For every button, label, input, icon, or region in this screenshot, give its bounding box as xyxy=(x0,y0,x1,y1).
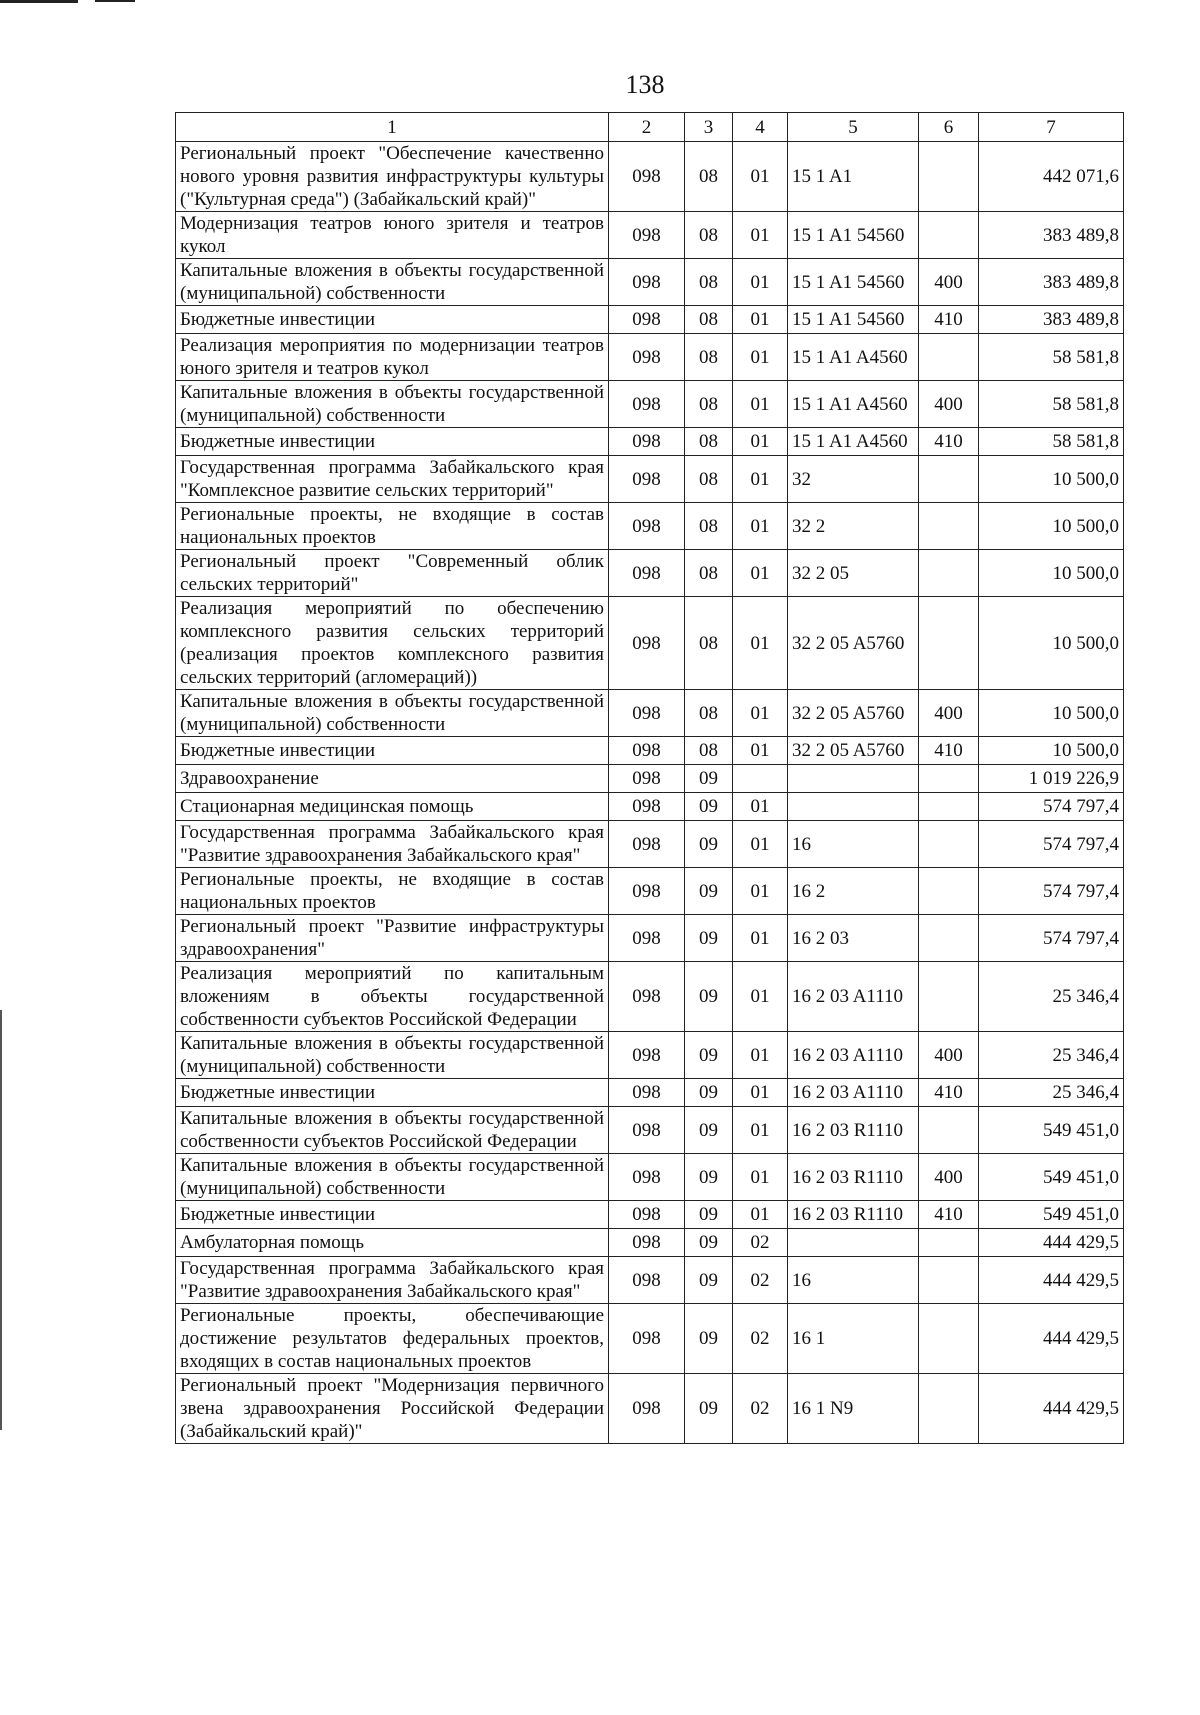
cell-amount: 444 429,5 xyxy=(979,1257,1124,1304)
cell-expense-type xyxy=(919,597,979,690)
cell-amount: 549 451,0 xyxy=(979,1201,1124,1229)
cell-expense-type xyxy=(919,821,979,868)
cell-amount: 574 797,4 xyxy=(979,868,1124,915)
cell-expense-type xyxy=(919,1374,979,1444)
cell-amount: 10 500,0 xyxy=(979,550,1124,597)
table-body xyxy=(176,142,1124,1444)
cell-target-item: 16 1 xyxy=(788,1304,919,1374)
cell-target-item: 15 1 A1 xyxy=(788,142,919,212)
cell-section-code: 09 xyxy=(685,1374,733,1444)
budget-table xyxy=(175,112,1124,1444)
cell-section-code: 08 xyxy=(685,456,733,503)
cell-subsection-code: 01 xyxy=(733,690,788,737)
cell-amount: 10 500,0 xyxy=(979,597,1124,690)
table-row xyxy=(176,1304,1124,1374)
cell-section-code: 08 xyxy=(685,212,733,259)
table-header xyxy=(176,113,1124,142)
cell-ministry-code: 098 xyxy=(609,1107,685,1154)
table-row xyxy=(176,1032,1124,1079)
cell-section-code: 08 xyxy=(685,334,733,381)
cell-expense-type: 400 xyxy=(919,690,979,737)
cell-section-code: 08 xyxy=(685,690,733,737)
header-col-6: 6 xyxy=(919,113,979,142)
table-row xyxy=(176,793,1124,821)
cell-target-item: 16 2 xyxy=(788,868,919,915)
cell-expense-type: 410 xyxy=(919,428,979,456)
cell-description: Региональные проекты, не входящие в состав национальных проектов xyxy=(176,503,609,550)
cell-ministry-code: 098 xyxy=(609,142,685,212)
cell-ministry-code: 098 xyxy=(609,456,685,503)
cell-description: Государственная программа Забайкальского края "Развитие здравоохранения Забайкальского края" xyxy=(176,1257,609,1304)
cell-amount: 444 429,5 xyxy=(979,1374,1124,1444)
table-row xyxy=(176,1201,1124,1229)
cell-subsection-code: 01 xyxy=(733,456,788,503)
cell-amount: 58 581,8 xyxy=(979,381,1124,428)
cell-description: Бюджетные инвестиции xyxy=(176,737,609,765)
cell-target-item: 16 2 03 A1110 xyxy=(788,1079,919,1107)
cell-amount: 444 429,5 xyxy=(979,1304,1124,1374)
cell-target-item: 16 2 03 R1110 xyxy=(788,1154,919,1201)
cell-expense-type: 410 xyxy=(919,306,979,334)
cell-description: Бюджетные инвестиции xyxy=(176,428,609,456)
cell-section-code: 08 xyxy=(685,259,733,306)
header-col-3: 3 xyxy=(685,113,733,142)
cell-expense-type xyxy=(919,212,979,259)
cell-description: Модернизация театров юного зрителя и театров кукол xyxy=(176,212,609,259)
cell-description: Капитальные вложения в объекты государственной (муниципальной) собственности xyxy=(176,690,609,737)
cell-ministry-code: 098 xyxy=(609,793,685,821)
cell-expense-type xyxy=(919,334,979,381)
cell-expense-type xyxy=(919,765,979,793)
cell-subsection-code: 01 xyxy=(733,334,788,381)
cell-ministry-code: 098 xyxy=(609,1304,685,1374)
cell-ministry-code: 098 xyxy=(609,690,685,737)
cell-expense-type: 410 xyxy=(919,1201,979,1229)
cell-subsection-code: 02 xyxy=(733,1304,788,1374)
cell-subsection-code: 01 xyxy=(733,1107,788,1154)
cell-subsection-code: 01 xyxy=(733,915,788,962)
scan-mark-top xyxy=(0,0,78,3)
cell-amount: 574 797,4 xyxy=(979,821,1124,868)
cell-subsection-code: 01 xyxy=(733,868,788,915)
cell-section-code: 09 xyxy=(685,1257,733,1304)
cell-expense-type: 410 xyxy=(919,737,979,765)
cell-expense-type: 400 xyxy=(919,259,979,306)
cell-ministry-code: 098 xyxy=(609,597,685,690)
cell-description: Региональный проект "Развитие инфраструктуры здравоохранения" xyxy=(176,915,609,962)
cell-amount: 58 581,8 xyxy=(979,334,1124,381)
table-row xyxy=(176,259,1124,306)
cell-target-item: 32 2 05 xyxy=(788,550,919,597)
cell-description: Реализация мероприятий по капитальным вложениям в объекты государственной собственности субъектов Российской Федерации xyxy=(176,962,609,1032)
cell-description: Государственная программа Забайкальского края "Развитие здравоохранения Забайкальского края" xyxy=(176,821,609,868)
cell-description: Бюджетные инвестиции xyxy=(176,1079,609,1107)
cell-description: Региональный проект "Модернизация первичного звена здравоохранения Российской Федерации (Забайкальский край)" xyxy=(176,1374,609,1444)
cell-expense-type xyxy=(919,1229,979,1257)
cell-amount: 10 500,0 xyxy=(979,737,1124,765)
cell-target-item: 16 2 03 A1110 xyxy=(788,962,919,1032)
table-row xyxy=(176,1079,1124,1107)
cell-ministry-code: 098 xyxy=(609,428,685,456)
cell-subsection-code: 02 xyxy=(733,1229,788,1257)
cell-section-code: 08 xyxy=(685,306,733,334)
table-row xyxy=(176,142,1124,212)
cell-target-item: 15 1 A1 A4560 xyxy=(788,428,919,456)
cell-subsection-code: 01 xyxy=(733,550,788,597)
header-col-7: 7 xyxy=(979,113,1124,142)
table-row xyxy=(176,690,1124,737)
cell-expense-type xyxy=(919,142,979,212)
cell-description: Региональные проекты, не входящие в состав национальных проектов xyxy=(176,868,609,915)
cell-target-item: 16 xyxy=(788,821,919,868)
cell-expense-type xyxy=(919,456,979,503)
cell-section-code: 09 xyxy=(685,962,733,1032)
cell-section-code: 09 xyxy=(685,765,733,793)
cell-amount: 25 346,4 xyxy=(979,962,1124,1032)
cell-section-code: 09 xyxy=(685,868,733,915)
cell-subsection-code: 01 xyxy=(733,306,788,334)
cell-ministry-code: 098 xyxy=(609,962,685,1032)
cell-ministry-code: 098 xyxy=(609,1079,685,1107)
cell-subsection-code: 02 xyxy=(733,1257,788,1304)
cell-subsection-code: 01 xyxy=(733,212,788,259)
cell-amount: 549 451,0 xyxy=(979,1107,1124,1154)
cell-ministry-code: 098 xyxy=(609,1201,685,1229)
cell-ministry-code: 098 xyxy=(609,503,685,550)
cell-amount: 10 500,0 xyxy=(979,690,1124,737)
cell-description: Бюджетные инвестиции xyxy=(176,1201,609,1229)
cell-description: Реализация мероприятий по обеспечению комплексного развития сельских территорий (реализация проектов комплексного развития сельских территорий (агломераций)) xyxy=(176,597,609,690)
cell-ministry-code: 098 xyxy=(609,334,685,381)
table-row xyxy=(176,428,1124,456)
cell-description: Капитальные вложения в объекты государственной (муниципальной) собственности xyxy=(176,381,609,428)
table-row xyxy=(176,737,1124,765)
cell-subsection-code: 01 xyxy=(733,1154,788,1201)
cell-ministry-code: 098 xyxy=(609,1374,685,1444)
table-row xyxy=(176,1154,1124,1201)
table-row xyxy=(176,503,1124,550)
cell-target-item: 16 2 03 R1110 xyxy=(788,1107,919,1154)
cell-expense-type: 400 xyxy=(919,1032,979,1079)
cell-description: Капитальные вложения в объекты государственной (муниципальной) собственности xyxy=(176,1032,609,1079)
cell-section-code: 08 xyxy=(685,737,733,765)
cell-amount: 574 797,4 xyxy=(979,793,1124,821)
cell-amount: 1 019 226,9 xyxy=(979,765,1124,793)
cell-ministry-code: 098 xyxy=(609,1229,685,1257)
cell-target-item xyxy=(788,793,919,821)
table-row xyxy=(176,962,1124,1032)
cell-subsection-code: 01 xyxy=(733,142,788,212)
cell-section-code: 09 xyxy=(685,1154,733,1201)
cell-section-code: 09 xyxy=(685,793,733,821)
cell-ministry-code: 098 xyxy=(609,765,685,793)
cell-target-item: 16 2 03 A1110 xyxy=(788,1032,919,1079)
cell-subsection-code: 01 xyxy=(733,962,788,1032)
cell-subsection-code: 01 xyxy=(733,821,788,868)
cell-target-item xyxy=(788,765,919,793)
table-row xyxy=(176,821,1124,868)
cell-expense-type: 410 xyxy=(919,1079,979,1107)
cell-ministry-code: 098 xyxy=(609,868,685,915)
cell-description: Амбулаторная помощь xyxy=(176,1229,609,1257)
cell-section-code: 09 xyxy=(685,1304,733,1374)
table-row xyxy=(176,212,1124,259)
cell-target-item: 15 1 A1 54560 xyxy=(788,212,919,259)
cell-amount: 10 500,0 xyxy=(979,456,1124,503)
cell-section-code: 08 xyxy=(685,381,733,428)
table-row xyxy=(176,334,1124,381)
cell-target-item: 16 2 03 xyxy=(788,915,919,962)
header-col-5: 5 xyxy=(788,113,919,142)
cell-subsection-code: 01 xyxy=(733,1079,788,1107)
cell-amount: 10 500,0 xyxy=(979,503,1124,550)
cell-description: Региональный проект "Современный облик сельских территорий" xyxy=(176,550,609,597)
cell-expense-type: 400 xyxy=(919,381,979,428)
cell-target-item: 15 1 A1 A4560 xyxy=(788,334,919,381)
cell-target-item: 32 2 05 A5760 xyxy=(788,597,919,690)
cell-ministry-code: 098 xyxy=(609,821,685,868)
cell-subsection-code: 01 xyxy=(733,1201,788,1229)
cell-amount: 383 489,8 xyxy=(979,259,1124,306)
cell-amount: 549 451,0 xyxy=(979,1154,1124,1201)
cell-subsection-code: 01 xyxy=(733,503,788,550)
cell-target-item xyxy=(788,1229,919,1257)
cell-subsection-code: 01 xyxy=(733,428,788,456)
table-row xyxy=(176,1374,1124,1444)
table-row xyxy=(176,1257,1124,1304)
cell-ministry-code: 098 xyxy=(609,381,685,428)
cell-section-code: 09 xyxy=(685,1201,733,1229)
cell-subsection-code: 01 xyxy=(733,259,788,306)
cell-target-item: 15 1 A1 A4560 xyxy=(788,381,919,428)
cell-ministry-code: 098 xyxy=(609,1257,685,1304)
cell-ministry-code: 098 xyxy=(609,550,685,597)
cell-subsection-code: 01 xyxy=(733,381,788,428)
cell-subsection-code xyxy=(733,765,788,793)
table-row xyxy=(176,915,1124,962)
cell-amount: 25 346,4 xyxy=(979,1079,1124,1107)
cell-ministry-code: 098 xyxy=(609,212,685,259)
cell-section-code: 08 xyxy=(685,142,733,212)
cell-expense-type xyxy=(919,1107,979,1154)
cell-target-item: 32 2 05 A5760 xyxy=(788,737,919,765)
cell-subsection-code: 01 xyxy=(733,597,788,690)
table-row xyxy=(176,381,1124,428)
cell-expense-type xyxy=(919,915,979,962)
cell-amount: 444 429,5 xyxy=(979,1229,1124,1257)
table-row xyxy=(176,1229,1124,1257)
cell-expense-type xyxy=(919,1304,979,1374)
table-row xyxy=(176,765,1124,793)
cell-description: Капитальные вложения в объекты государственной (муниципальной) собственности xyxy=(176,1154,609,1201)
cell-expense-type xyxy=(919,1257,979,1304)
cell-expense-type: 400 xyxy=(919,1154,979,1201)
scan-mark-top-2 xyxy=(95,0,135,2)
page-number: 138 xyxy=(625,70,665,99)
cell-section-code: 09 xyxy=(685,1032,733,1079)
table-row xyxy=(176,868,1124,915)
cell-ministry-code: 098 xyxy=(609,259,685,306)
cell-target-item: 32 xyxy=(788,456,919,503)
cell-target-item: 15 1 A1 54560 xyxy=(788,306,919,334)
cell-description: Капитальные вложения в объекты государственной (муниципальной) собственности xyxy=(176,259,609,306)
cell-expense-type xyxy=(919,962,979,1032)
cell-expense-type xyxy=(919,503,979,550)
cell-amount: 574 797,4 xyxy=(979,915,1124,962)
cell-subsection-code: 01 xyxy=(733,793,788,821)
cell-description: Государственная программа Забайкальского края "Комплексное развитие сельских территорий" xyxy=(176,456,609,503)
cell-description: Здравоохранение xyxy=(176,765,609,793)
cell-target-item: 32 2 xyxy=(788,503,919,550)
cell-section-code: 09 xyxy=(685,1107,733,1154)
cell-section-code: 08 xyxy=(685,503,733,550)
cell-subsection-code: 02 xyxy=(733,1374,788,1444)
cell-amount: 383 489,8 xyxy=(979,212,1124,259)
header-col-4: 4 xyxy=(733,113,788,142)
cell-description: Реализация мероприятия по модернизации театров юного зрителя и театров кукол xyxy=(176,334,609,381)
cell-section-code: 09 xyxy=(685,821,733,868)
table-row xyxy=(176,456,1124,503)
cell-section-code: 08 xyxy=(685,597,733,690)
cell-expense-type xyxy=(919,550,979,597)
cell-ministry-code: 098 xyxy=(609,915,685,962)
header-col-1: 1 xyxy=(176,113,609,142)
cell-target-item: 16 2 03 R1110 xyxy=(788,1201,919,1229)
table-row xyxy=(176,597,1124,690)
table-row xyxy=(176,306,1124,334)
cell-section-code: 09 xyxy=(685,915,733,962)
cell-amount: 383 489,8 xyxy=(979,306,1124,334)
table-row xyxy=(176,550,1124,597)
cell-target-item: 16 1 N9 xyxy=(788,1374,919,1444)
cell-description: Региональный проект "Обеспечение качественно нового уровня развития инфраструктуры культуры ("Культурная среда") (Забайкальский край)" xyxy=(176,142,609,212)
header-col-2: 2 xyxy=(609,113,685,142)
cell-expense-type xyxy=(919,868,979,915)
cell-amount: 442 071,6 xyxy=(979,142,1124,212)
cell-ministry-code: 098 xyxy=(609,1154,685,1201)
cell-subsection-code: 01 xyxy=(733,737,788,765)
cell-section-code: 09 xyxy=(685,1079,733,1107)
cell-expense-type xyxy=(919,793,979,821)
cell-section-code: 09 xyxy=(685,1229,733,1257)
cell-subsection-code: 01 xyxy=(733,1032,788,1079)
cell-ministry-code: 098 xyxy=(609,737,685,765)
cell-description: Региональные проекты, обеспечивающие достижение результатов федеральных проектов, входящих в состав национальных проектов xyxy=(176,1304,609,1374)
table-row xyxy=(176,1107,1124,1154)
cell-target-item: 16 xyxy=(788,1257,919,1304)
cell-description: Капитальные вложения в объекты государственной собственности субъектов Российской Федерации xyxy=(176,1107,609,1154)
cell-target-item: 15 1 A1 54560 xyxy=(788,259,919,306)
cell-amount: 25 346,4 xyxy=(979,1032,1124,1079)
cell-description: Бюджетные инвестиции xyxy=(176,306,609,334)
cell-target-item: 32 2 05 A5760 xyxy=(788,690,919,737)
cell-section-code: 08 xyxy=(685,428,733,456)
cell-amount: 58 581,8 xyxy=(979,428,1124,456)
cell-section-code: 08 xyxy=(685,550,733,597)
cell-ministry-code: 098 xyxy=(609,306,685,334)
cell-ministry-code: 098 xyxy=(609,1032,685,1079)
scan-mark-left xyxy=(0,1010,2,1430)
cell-description: Стационарная медицинская помощь xyxy=(176,793,609,821)
